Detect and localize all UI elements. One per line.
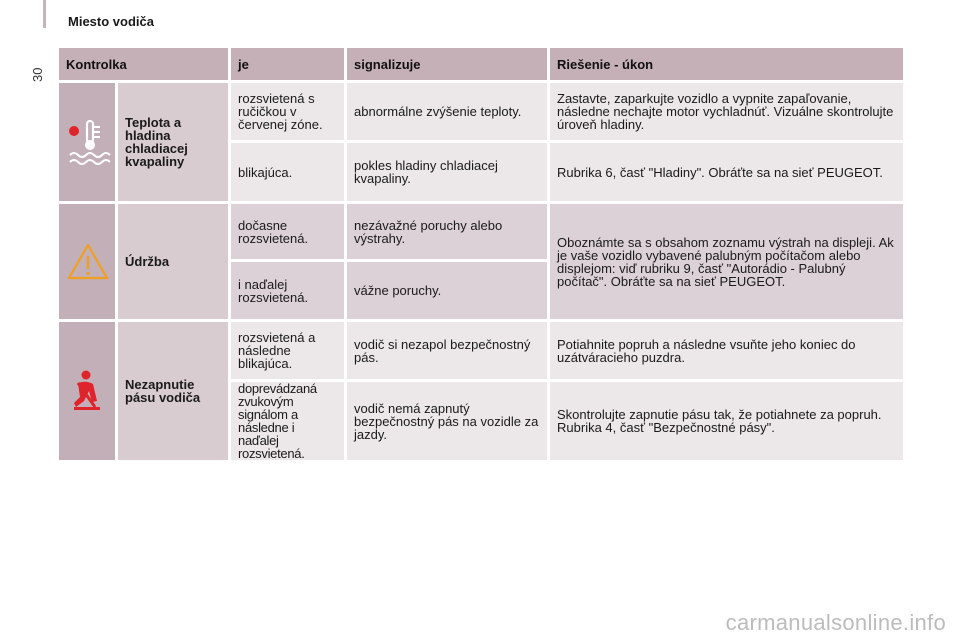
table-row — [58, 321, 905, 381]
watermark: carmanualsonline.info — [725, 610, 946, 635]
left-margin-rule — [43, 0, 46, 28]
table-header-row — [58, 47, 905, 82]
coolant-action-2: Rubrika 6, časť "Hladiny". Obráťte sa na sieť PEUGEOT. — [549, 142, 905, 203]
table-row — [58, 203, 905, 261]
seatbelt-name: Nezapnutie pásu vodiča — [117, 321, 230, 462]
coolant-meaning-1: abnormálne zvýšenie teploty. — [346, 82, 549, 142]
coolant-icon-cell — [58, 82, 117, 203]
seatbelt-action-2: Skontrolujte zapnutie pásu tak, že potiahnete za popruh. Rubrika 4, časť "Bezpečnostné pásy". — [549, 381, 905, 462]
seatbelt-state-2: doprevádzaná zvukovým signálom a následne i naďalej rozsvietená. — [230, 381, 346, 462]
seatbelt-action-1: Potiahnite popruh a následne vsuňte jeho koniec do uzátváracieho puzdra. — [549, 321, 905, 381]
coolant-state-1: rozsvietená s ručičkou v červenej zóne. — [230, 82, 346, 142]
seatbelt-state-1: rozsvietená a následne blikajúca. — [230, 321, 346, 381]
header-je: je — [230, 47, 346, 82]
header-signalizuje: signalizuje — [346, 47, 549, 82]
page-number: 30 — [30, 67, 45, 82]
header-kontrolka: Kontrolka — [58, 47, 230, 82]
seatbelt-meaning-1: vodič si nezapol bezpečnostný pás. — [346, 321, 549, 381]
seatbelt-meaning-2: vodič nemá zapnutý bezpečnostný pás na vozidle za jazdy. — [346, 381, 549, 462]
warning-triangle-icon — [66, 242, 110, 282]
section-title: Miesto vodiča — [68, 14, 154, 29]
coolant-name: Teplota a hladina chladiacej kvapaliny — [117, 82, 230, 203]
maintenance-meaning-1: nezávažné poruchy alebo výstrahy. — [346, 203, 549, 261]
coolant-state-2: blikajúca. — [230, 142, 346, 203]
coolant-meaning-2: pokles hladiny chladiacej kvapaliny. — [346, 142, 549, 203]
maintenance-state-2: i naďalej rozsvietená. — [230, 261, 346, 321]
seat-belt-icon — [66, 369, 106, 413]
maintenance-icon-cell — [58, 203, 117, 321]
maintenance-name: Údržba — [117, 203, 230, 321]
maintenance-state-1: dočasne rozsvietená. — [230, 203, 346, 261]
table-row — [58, 82, 905, 142]
maintenance-action: Oboznámte sa s obsahom zoznamu výstrah na displeji. Ak je vaše vozidlo vybavené palubným počítačom alebo displejom: viď rubriku 9, časť "Autorádio - Palubný počítač". Obráťte sa na sieť PEUGEOT. — [549, 203, 905, 321]
maintenance-meaning-2: vážne poruchy. — [346, 261, 549, 321]
coolant-temperature-icon — [66, 117, 116, 167]
header-riesenie: Riešenie - úkon — [549, 47, 905, 82]
warning-lights-table — [56, 45, 906, 463]
seatbelt-icon-cell — [58, 321, 117, 462]
coolant-action-1: Zastavte, zaparkujte vozidlo a vypnite zapaľovanie, následne nechajte motor vychladnúť. Vizuálne skontrolujte úroveň hladiny. — [549, 82, 905, 142]
